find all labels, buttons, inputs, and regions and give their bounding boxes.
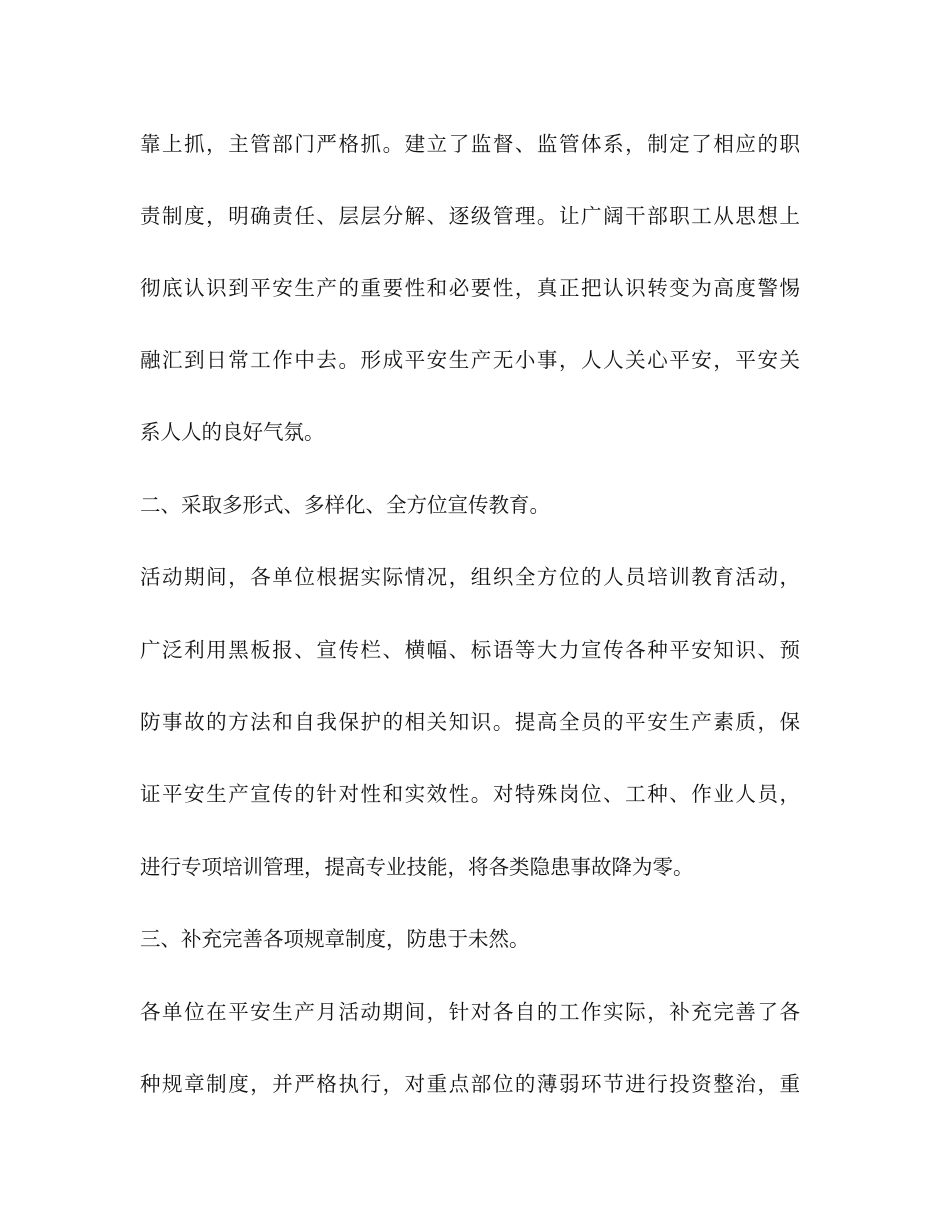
text-line-2: 责制度，明确责任、层层分解、逐级管理。让广阔干部职工从思想上 (140, 204, 800, 228)
text-line-7: 活动期间，各单位根据实际情况，组织全方位的人员培训教育活动， (140, 565, 800, 589)
section-heading-2: 二、采取多形式、多样化、全方位宣传教育。 (140, 493, 550, 517)
text-line-8: 广泛利用黑板报、宣传栏、横幅、标语等大力宣传各种平安知识、预 (140, 638, 800, 662)
text-line-14: 种规章制度，并严格执行，对重点部位的薄弱环节进行投资整治，重 (140, 1072, 800, 1096)
text-line-11: 进行专项培训管理，提高专业技能，将各类隐患事故降为零。 (140, 855, 694, 879)
text-line-10: 证平安生产宣传的针对性和实效性。对特殊岗位、工种、作业人员， (140, 782, 800, 806)
text-line-9: 防事故的方法和自我保护的相关知识。提高全员的平安生产素质，保 (140, 710, 800, 734)
text-line-13: 各单位在平安生产月活动期间，针对各自的工作实际，补充完善了各 (140, 1000, 800, 1024)
text-line-5: 系人人的良好气氛。 (140, 420, 325, 444)
text-line-3: 彻底认识到平安生产的重要性和必要性，真正把认识转变为高度警惕 (140, 276, 800, 300)
section-heading-3: 三、补充完善各项规章制度，防患于未然。 (140, 927, 530, 951)
text-line-1: 靠上抓，主管部门严格抓。建立了监督、监管体系，制定了相应的职 (140, 132, 800, 156)
text-line-4: 融汇到日常工作中去。形成平安生产无小事，人人关心平安，平安关 (140, 348, 800, 372)
